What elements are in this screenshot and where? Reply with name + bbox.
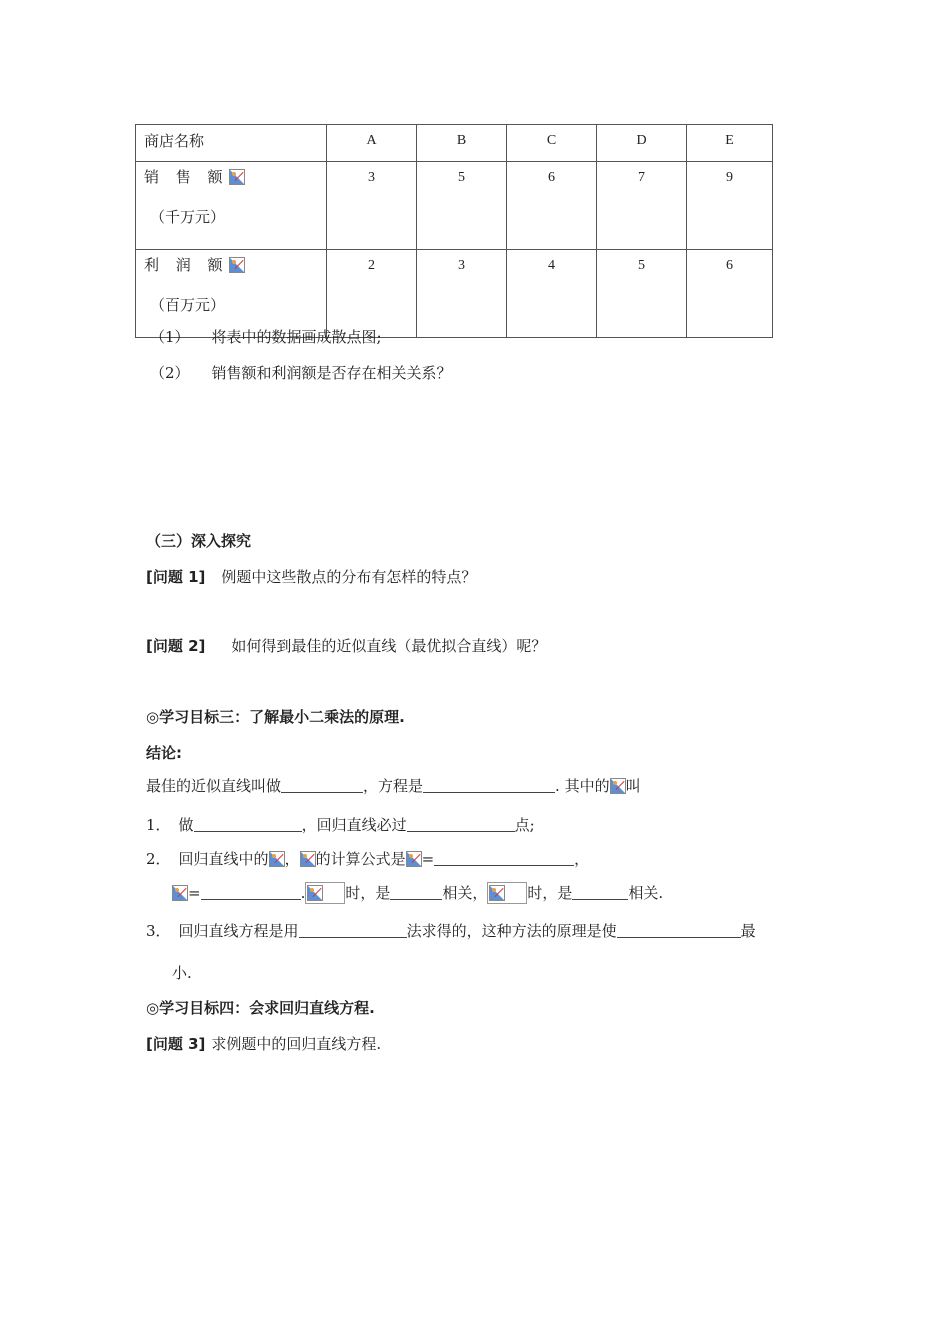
image-placeholder-icon	[307, 885, 323, 901]
table-header-cell: D	[597, 125, 687, 162]
goal-3-title: ◎学习目标三：了解最小二乘法的原理.	[146, 708, 405, 726]
text: 做	[178, 816, 194, 834]
text: 时，是	[527, 884, 573, 902]
text: 最	[740, 922, 756, 940]
table-cell: 5	[597, 250, 687, 338]
fill-blank[interactable]	[201, 885, 301, 900]
image-placeholder-box	[305, 882, 345, 904]
table-row	[136, 162, 773, 250]
table-cell: 6	[507, 162, 597, 250]
image-placeholder-icon	[489, 885, 505, 901]
fill-blank[interactable]	[617, 923, 741, 938]
text: 相关.	[628, 884, 664, 902]
task-text: 销售额和利润额是否存在相关关系？	[211, 364, 452, 382]
data-table	[135, 124, 773, 338]
question-tag: [问题 1]	[146, 568, 206, 586]
text: =	[421, 850, 435, 868]
text: 回归直线中的	[178, 850, 269, 868]
text: ，	[574, 850, 590, 868]
fill-blank[interactable]	[194, 817, 302, 832]
task-item	[150, 326, 382, 347]
row-label-cell	[136, 250, 327, 338]
table-cell: 2	[327, 250, 417, 338]
fill-blank[interactable]	[434, 851, 574, 866]
task-number: （1）	[150, 328, 190, 346]
question-1	[146, 566, 476, 587]
task-item	[150, 362, 452, 383]
table-header-cell: A	[327, 125, 417, 162]
text: =	[188, 884, 201, 902]
text: 时，是	[345, 884, 391, 902]
conclusion-item-3	[146, 920, 756, 941]
text: 法求得的，这种方法的原理是使	[406, 922, 617, 940]
image-placeholder-icon	[229, 169, 245, 185]
image-placeholder-icon	[610, 778, 626, 794]
text: .	[300, 884, 306, 902]
question-text: 求例题中的回归直线方程.	[211, 1035, 382, 1053]
table-cell: 6	[687, 250, 773, 338]
text: 最佳的近似直线叫做	[146, 777, 282, 795]
image-placeholder-icon	[229, 257, 245, 273]
question-3	[146, 1033, 381, 1054]
table-cell: 5	[417, 162, 507, 250]
question-2	[146, 635, 546, 656]
fill-blank[interactable]	[407, 817, 515, 832]
fill-blank[interactable]	[572, 885, 628, 900]
task-text: 将表中的数据画成散点图;	[211, 328, 382, 346]
header-label: 商店名称	[144, 132, 205, 150]
item-number: 1．	[146, 816, 171, 834]
question-text: 如何得到最佳的近似直线（最优拟合直线）呢？	[231, 637, 547, 655]
text: 叫	[625, 777, 641, 795]
row-unit: （千万元）	[150, 208, 226, 226]
table-cell: 3	[417, 250, 507, 338]
row-label: 利 润 额	[144, 256, 229, 274]
image-placeholder-box	[487, 882, 527, 904]
text: ，回归直线必过	[301, 816, 407, 834]
image-placeholder-icon	[269, 851, 285, 867]
fill-blank[interactable]	[281, 778, 363, 793]
conclusion-line-a	[146, 775, 641, 796]
goal-4-title: ◎学习目标四：会求回归直线方程.	[146, 999, 375, 1017]
image-placeholder-icon	[406, 851, 422, 867]
conclusion-item-2	[146, 848, 589, 869]
table-cell: 9	[687, 162, 773, 250]
text: ，方程是	[363, 777, 424, 795]
question-tag: [问题 2]	[146, 637, 206, 655]
table-row	[136, 250, 773, 338]
table-cell: 7	[597, 162, 687, 250]
row-unit: （百万元）	[150, 296, 226, 314]
fill-blank[interactable]	[299, 923, 407, 938]
text: 回归直线方程是用	[178, 922, 299, 940]
table-header-cell: C	[507, 125, 597, 162]
row-label-cell	[136, 162, 327, 250]
question-text: 例题中这些散点的分布有怎样的特点？	[221, 568, 477, 586]
text: 相关，	[442, 884, 488, 902]
conclusion-item-2-cont	[172, 882, 663, 904]
text: ，	[284, 850, 300, 868]
image-placeholder-icon	[172, 885, 188, 901]
text: 点;	[514, 816, 535, 834]
conclusion-label: 结论:	[146, 744, 182, 762]
row-label: 销 售 额	[144, 168, 229, 186]
table-cell: 3	[327, 162, 417, 250]
fill-blank[interactable]	[423, 778, 555, 793]
section-title: （三）深入探究	[146, 532, 252, 550]
conclusion-item-3-cont: 小.	[172, 964, 192, 982]
table-header-cell: E	[687, 125, 773, 162]
table-header-cell	[136, 125, 327, 162]
table-cell: 4	[507, 250, 597, 338]
task-number: （2）	[150, 364, 190, 382]
text: . 其中的	[555, 777, 610, 795]
fill-blank[interactable]	[390, 885, 442, 900]
text: 的计算公式是	[315, 850, 406, 868]
table-header-row	[136, 125, 773, 162]
conclusion-item-1	[146, 814, 535, 835]
image-placeholder-icon	[300, 851, 316, 867]
item-number: 3．	[146, 922, 171, 940]
question-tag: [问题 3]	[146, 1035, 206, 1053]
table-header-cell: B	[417, 125, 507, 162]
item-number: 2．	[146, 850, 171, 868]
